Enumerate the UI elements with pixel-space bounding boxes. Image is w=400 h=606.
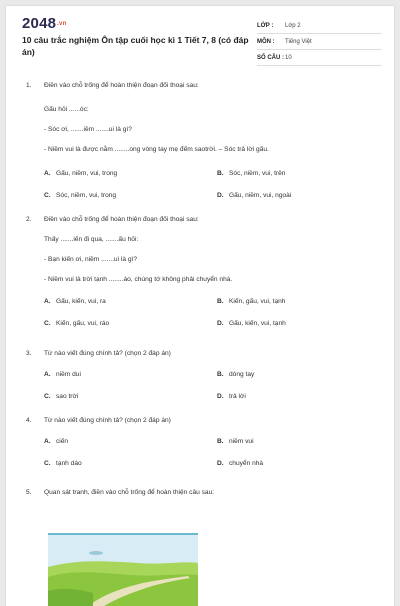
- answer-options: [44, 162, 390, 206]
- meta-value-grade: Lớp 2: [285, 22, 301, 29]
- option-c[interactable]: C. Kiến, gấu, vui, ráo: [44, 319, 110, 327]
- meta-value-subject: Tiếng Việt: [285, 38, 312, 45]
- question-number: 2.: [26, 216, 32, 223]
- meta-label-count: SỐ CÂU :: [257, 54, 284, 61]
- question-2: [22, 216, 382, 350]
- option-c[interactable]: C. Sóc, niềm, vui, trong: [44, 191, 117, 199]
- site-logo[interactable]: 2048.vn: [22, 15, 67, 32]
- logo-suffix: .vn: [57, 21, 67, 28]
- meta-row-grade: [257, 18, 382, 34]
- option-a[interactable]: A. Gấu, niềm, vui, trong: [44, 169, 118, 177]
- option-a[interactable]: A. Gấu, kiến, vui, ra: [44, 297, 106, 305]
- document-title: 10 câu trắc nghiệm Ôn tập cuối học kì 1 Tiết 7, 8 (có đáp án): [22, 35, 249, 57]
- worksheet-header: [6, 6, 394, 70]
- question-line: - Bạn kiến ơi, niềm .......ui là gì?: [44, 256, 138, 263]
- question-5-illustration: [48, 533, 198, 606]
- option-c[interactable]: C. tạnh dáo: [44, 459, 82, 467]
- question-line: - Niềm vui là trời tạnh ........áo, chúng tớ không phải chuyển nhà.: [44, 276, 233, 283]
- option-d[interactable]: D. Gấu, kiến, vui, tạnh: [217, 319, 286, 327]
- answer-options: [44, 363, 390, 407]
- option-c[interactable]: C. sao trời: [44, 392, 79, 400]
- question-number: 4.: [26, 417, 32, 424]
- question-5: [22, 489, 382, 509]
- meta-row-subject: [257, 34, 382, 50]
- picture-border-top: [48, 533, 198, 535]
- worksheet-page: [6, 6, 394, 606]
- meta-info: [257, 18, 382, 66]
- questions-list: [22, 82, 382, 509]
- meta-value-count: 10: [285, 54, 292, 61]
- option-b[interactable]: B. Kiến, gấu, vui, tạnh: [217, 297, 286, 305]
- question-line: - Niềm vui là được nằm ........ong vòng tay mẹ đếm saotrời. – Sóc trả lời gấu.: [44, 146, 269, 153]
- question-line: - Sóc ơi, .......iềm .......ui là gì?: [44, 126, 132, 133]
- option-b[interactable]: B. dòng tay: [217, 370, 255, 378]
- option-d[interactable]: D. trả lời: [217, 392, 246, 400]
- option-d[interactable]: D. Gấu, niềm, vui, ngoài: [217, 191, 292, 199]
- question-line: Gấu hỏi ......óc:: [44, 106, 89, 113]
- option-b[interactable]: B. niềm vui: [217, 437, 254, 445]
- question-1: [22, 82, 382, 216]
- meta-row-count: [257, 50, 382, 66]
- option-a[interactable]: A. ciến: [44, 437, 69, 445]
- question-4: [22, 417, 382, 489]
- question-text: Quan sát tranh, điền vào chỗ trống để hoàn thiện câu sau:: [44, 489, 215, 496]
- question-text: Từ nào viết đúng chính tả? (chọn 2 đáp án): [44, 350, 171, 357]
- foreground-grass: [48, 589, 93, 606]
- question-text: Từ nào viết đúng chính tả? (chọn 2 đáp án): [44, 417, 171, 424]
- option-b[interactable]: B. Sóc, niềm, vui, trên: [217, 169, 286, 177]
- option-d[interactable]: D. chuyển nhà: [217, 459, 264, 467]
- meta-label-grade: LỚP :: [257, 22, 274, 29]
- question-number: 3.: [26, 350, 32, 357]
- option-a[interactable]: A. niềm dui: [44, 370, 81, 378]
- answer-options: [44, 290, 390, 334]
- meta-label-subject: MÔN :: [257, 38, 275, 45]
- answer-options: [44, 430, 390, 474]
- question-text: Điền vào chỗ trống để hoàn thiện đoạn đối thoại sau:: [44, 216, 199, 223]
- question-text: Điền vào chỗ trống để hoàn thiện đoạn đối thoại sau:: [44, 82, 199, 89]
- cloud-icon: [89, 551, 103, 555]
- question-3: [22, 350, 382, 417]
- question-number: 1.: [26, 82, 32, 89]
- question-line: Thấy .......iến đi qua, .......ấu hỏi:: [44, 236, 139, 243]
- question-number: 5.: [26, 489, 32, 496]
